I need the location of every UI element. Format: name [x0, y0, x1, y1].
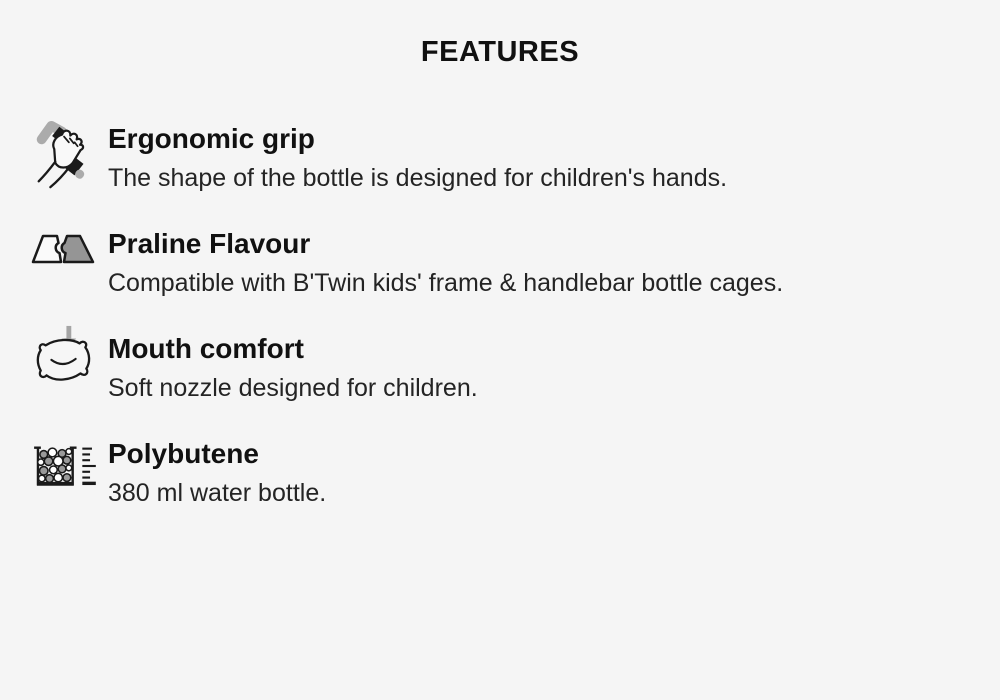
- feature-description: Compatible with B'Twin kids' frame & handlebar bottle cages.: [108, 269, 784, 297]
- feature-text: [108, 329, 478, 408]
- features-list: [0, 119, 1000, 513]
- feature-item-mouth-comfort: [28, 329, 1000, 408]
- feature-title: Ergonomic grip: [108, 123, 315, 154]
- feature-text: [108, 119, 727, 198]
- material-granules-scale-icon: [28, 434, 100, 493]
- soft-pillow-arrow-icon: [28, 329, 100, 389]
- feature-description: Soft nozzle designed for children.: [108, 374, 478, 402]
- feature-title: Polybutene: [108, 438, 259, 469]
- feature-description: 380 ml water bottle.: [108, 479, 327, 507]
- feature-title: Mouth comfort: [108, 333, 304, 364]
- feature-item-praline-flavour: [28, 224, 1000, 303]
- feature-description: The shape of the bottle is designed for children's hands.: [108, 164, 728, 192]
- feature-item-polybutene: [28, 434, 1000, 513]
- hand-grip-icon: [28, 119, 100, 191]
- compatibility-pieces-icon: [28, 224, 100, 269]
- feature-text: [108, 224, 783, 303]
- feature-title: Praline Flavour: [108, 228, 311, 259]
- feature-text: [108, 434, 326, 513]
- page-title: FEATURES: [420, 36, 580, 68]
- feature-item-ergonomic-grip: [28, 119, 1000, 198]
